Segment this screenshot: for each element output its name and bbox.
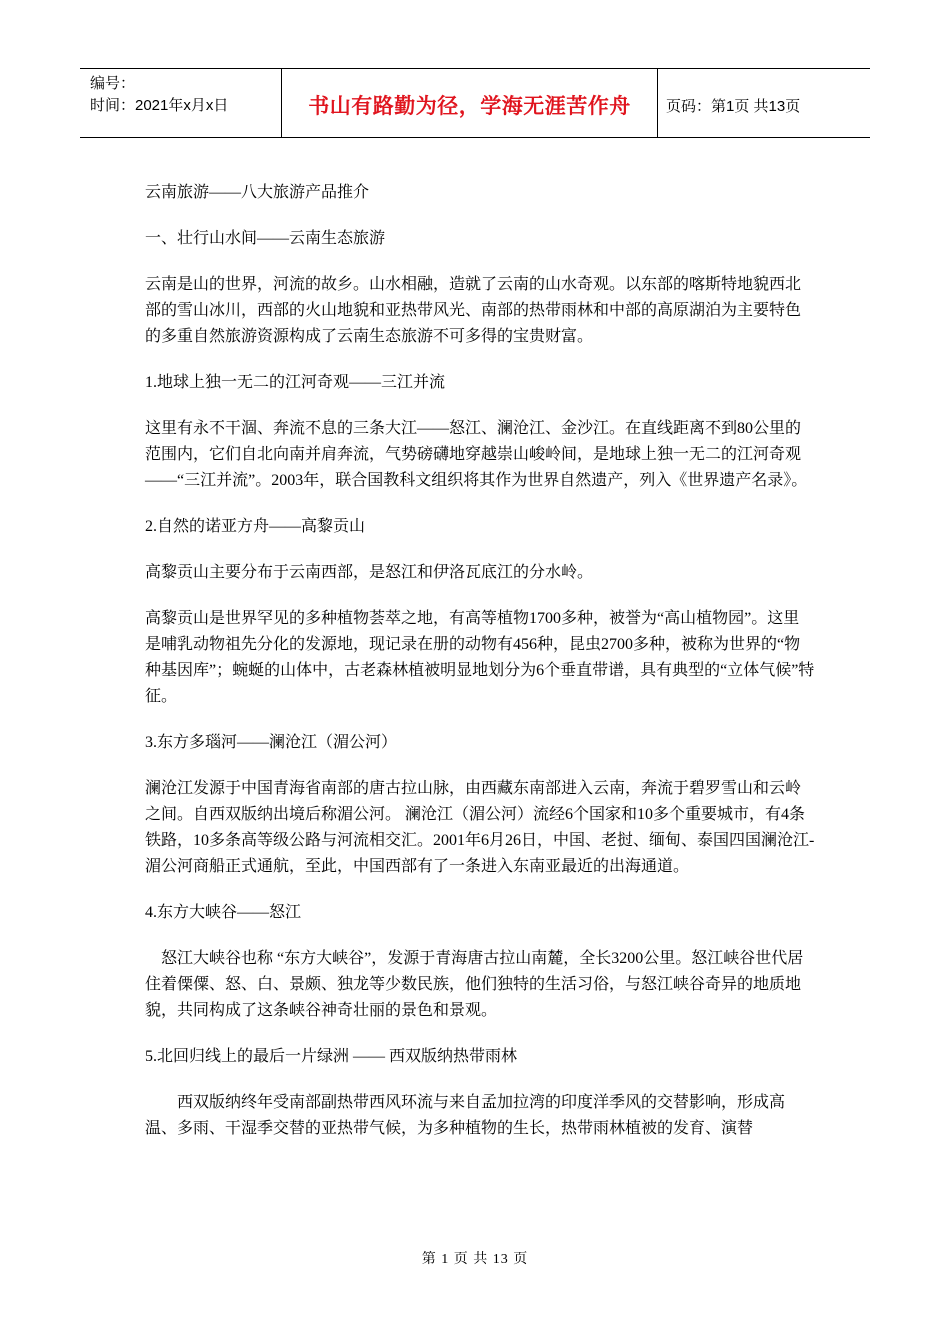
intro-paragraph: 云南是山的世界，河流的故乡。山水相融，造就了云南的山水奇观。以东部的喀斯特地貌西北部的雪山冰川，西部的火山地貌和亚热带风光、南部的热带雨林和中部的高原湖泊为主要特色的多重自然旅游资源构成了云南生态旅游不可多得的宝贵财富。 xyxy=(145,276,802,345)
subsection-heading-4: 4.东方大峡谷——怒江 xyxy=(145,904,302,921)
page-header xyxy=(80,68,870,138)
header-meta xyxy=(80,69,282,137)
paragraph-2b: 高黎贡山是世界罕见的多种植物荟萃之地，有高等植物1700多种，被誉为“高山植物园”。这里是哺乳动物祖先分化的发源地，现记录在册的动物有456种，昆虫2700多种，被称为世界的“物种基因库”；蜿蜒的山体中，古老森林植被明显地划分为6个垂直带谱，具有典型的“立体气候”特征。 xyxy=(145,610,815,705)
page-footer: 第 1 页 共 13 页 xyxy=(421,1252,529,1267)
paragraph-4: 怒江大峡谷也称 “东方大峡谷”，发源于青海唐古拉山南麓，全长3200公里。怒江峡谷世代居住着傈僳、怒、白、景颇、独龙等少数民族，他们独特的生活习俗，与怒江峡谷奇异的地质地貌，共同构成了这条峡谷神奇壮丽的景色和景观。 xyxy=(145,950,804,1019)
paragraph-3: 澜沧江发源于中国青海省南部的唐古拉山脉，由西藏东南部进入云南，奔流于碧罗雪山和云岭之间。自西双版纳出境后称湄公河。 澜沧江（湄公河）流经6个国家和10多个重要城市，有4条铁路，10多条高等级公路与河流相交汇。2001年6月26日，中国、老挝、缅甸、泰国四国澜沧江-湄公河商船正式通航，至此，中国西部有了一条进入东南亚最近的出海通道。 xyxy=(145,780,815,875)
document-body xyxy=(145,180,815,1162)
header-page-info: 页码：第1页 共13页 xyxy=(666,97,801,115)
subsection-heading-5: 5.北回归线上的最后一片绿洲 —— 西双版纳热带雨林 xyxy=(145,1048,518,1065)
subsection-heading-2: 2.自然的诺亚方舟——高黎贡山 xyxy=(145,518,366,535)
subsection-heading-1: 1.地球上独一无二的江河奇观——三江并流 xyxy=(145,374,446,391)
section-heading: 一、壮行山水间——云南生态旅游 xyxy=(145,230,386,247)
header-motto: 书山有路勤为径，学海无涯苦作舟 xyxy=(282,69,658,137)
paragraph-2a: 高黎贡山主要分布于云南西部，是怒江和伊洛瓦底江的分水岭。 xyxy=(145,564,594,581)
paragraph-5: 西双版纳终年受南部副热带西风环流与来自孟加拉湾的印度洋季风的交替影响，形成高温、多雨、干湿季交替的亚热带气候，为多种植物的生长，热带雨林植被的发育、演替 xyxy=(145,1094,786,1137)
document-number-label: 编号： xyxy=(90,75,136,92)
document-date: 时间：2021年x月x日 xyxy=(90,97,229,114)
paragraph-1: 这里有永不干涸、奔流不息的三条大江——怒江、澜沧江、金沙江。在直线距离不到80公里的范围内，它们自北向南并肩奔流，气势磅礴地穿越崇山峻岭间，是地球上独一无二的江河奇观——“三江并流”。2003年，联合国教科文组织将其作为世界自然遗产，列入《世界遗产名录》。 xyxy=(145,420,808,489)
subsection-heading-3: 3.东方多瑙河——澜沧江（湄公河） xyxy=(145,734,398,751)
document-title: 云南旅游——八大旅游产品推介 xyxy=(145,184,370,201)
